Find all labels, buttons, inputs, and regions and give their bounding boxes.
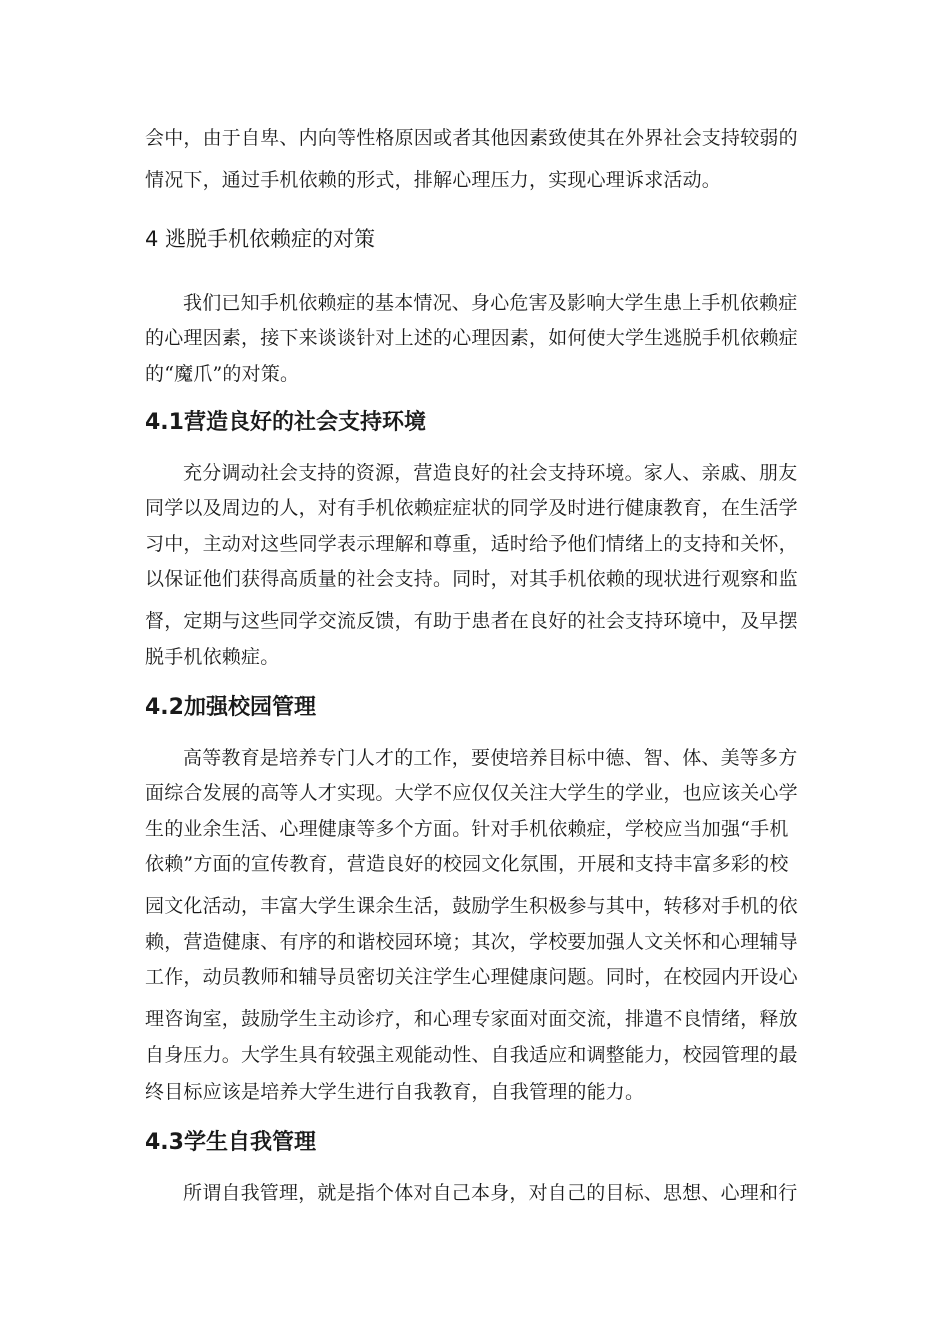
paragraph-line: 会中，由于自卑、内向等性格原因或者其他因素致使其在外界社会支持较弱的 (145, 127, 798, 149)
paragraph-line: 赖，营造健康、有序的和谐校园环境；其次，学校要加强人文关怀和心理辅导 (145, 931, 798, 953)
paragraph-line: 面综合发展的高等人才实现。大学不应仅仅关注大学生的学业，也应该关心学 (145, 782, 798, 804)
section-heading-4-2: 4.2加强校园管理 (145, 695, 316, 720)
paragraph-line: 园文化活动，丰富大学生课余生活，鼓励学生积极参与其中，转移对手机的依 (145, 895, 798, 917)
paragraph-line: 理咨询室，鼓励学生主动诊疗，和心理专家面对面交流，排遣不良情绪，释放 (145, 1008, 798, 1030)
paragraph-line: 充分调动社会支持的资源，营造良好的社会支持环境。家人、亲戚、朋友 (183, 462, 798, 484)
paragraph-line: 我们已知手机依赖症的基本情况、身心危害及影响大学生患上手机依赖症 (183, 292, 798, 314)
section-heading-4-1: 4.1营造良好的社会支持环境 (145, 410, 426, 435)
section-heading-4: 4 逃脱手机依赖症的对策 (145, 227, 376, 251)
paragraph-line: 生的业余生活、心理健康等多个方面。针对手机依赖症，学校应当加强“手机 (145, 818, 789, 840)
paragraph-line: 脱手机依赖症。 (145, 646, 280, 668)
paragraph-line: 终目标应该是培养大学生进行自我教育，自我管理的能力。 (145, 1081, 645, 1103)
paragraph-line: 以保证他们获得高质量的社会支持。同时，对其手机依赖的现状进行观察和监 (145, 568, 798, 590)
paragraph-line: 的心理因素，接下来谈谈针对上述的心理因素，如何使大学生逃脱手机依赖症 (145, 327, 798, 349)
section-heading-4-3: 4.3学生自我管理 (145, 1130, 316, 1155)
paragraph-line: 督，定期与这些同学交流反馈，有助于患者在良好的社会支持环境中，及早摆 (145, 610, 798, 632)
paragraph-line: 工作，动员教师和辅导员密切关注学生心理健康问题。同时，在校园内开设心 (145, 966, 798, 988)
paragraph-line: 依赖”方面的宣传教育，营造良好的校园文化氛围，开展和支持丰富多彩的校 (145, 853, 789, 875)
paragraph-line: 情况下，通过手机依赖的形式，排解心理压力，实现心理诉求活动。 (145, 169, 722, 191)
paragraph-line: 习中，主动对这些同学表示理解和尊重，适时给予他们情绪上的支持和关怀， (145, 533, 798, 555)
paragraph-line: 同学以及周边的人，对有手机依赖症症状的同学及时进行健康教育，在生活学 (145, 497, 798, 519)
paragraph-line: 自身压力。大学生具有较强主观能动性、自我适应和调整能力，校园管理的最 (145, 1044, 798, 1066)
paragraph-line: 高等教育是培养专门人才的工作，要使培养目标中德、智、体、美等多方 (183, 747, 798, 769)
paragraph-line: 的“魔爪”的对策。 (145, 363, 300, 385)
paragraph-line: 所谓自我管理，就是指个体对自己本身，对自己的目标、思想、心理和行 (183, 1182, 798, 1204)
